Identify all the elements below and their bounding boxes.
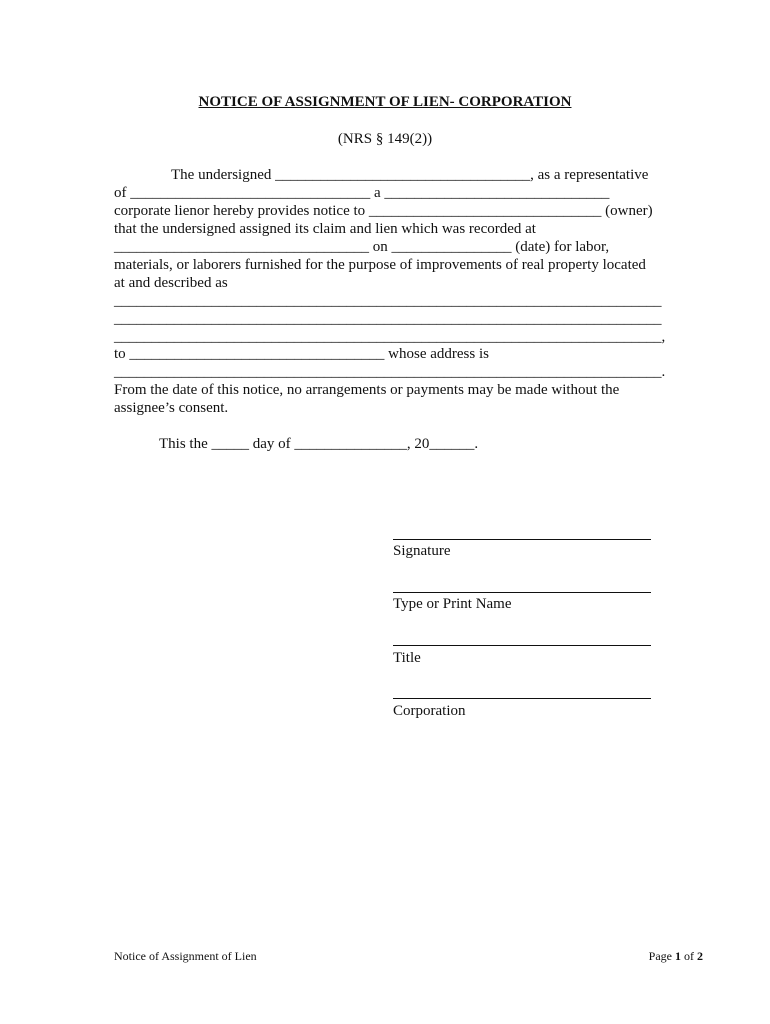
address-blank: _________________________________________________________________________. — [114, 364, 666, 380]
page-current: 1 — [675, 949, 681, 963]
body-line-7: at and described as — [114, 275, 228, 291]
description-blank-1: _________________________________________________________________________ — [114, 293, 662, 309]
date-line: This the _____ day of _______________, 20______. — [159, 436, 479, 452]
signature-line — [393, 539, 651, 540]
page-total: 2 — [697, 949, 703, 963]
statute-reference: (NRS § 149(2)) — [337, 131, 433, 147]
body-line-6: materials, or laborers furnished for the purpose of improvements of real property located — [114, 257, 646, 273]
document-title: NOTICE OF ASSIGNMENT OF LIEN- CORPORATION — [198, 94, 572, 110]
description-blank-3: _________________________________________________________________________, — [114, 329, 666, 345]
body-line-13: From the date of this notice, no arrangements or payments may be made without the — [114, 382, 620, 398]
body-line-4: that the undersigned assigned its claim and lien which was recorded at — [114, 221, 536, 237]
print-name-label: Type or Print Name — [393, 596, 512, 612]
page-prefix: Page — [648, 949, 675, 963]
footer-page-number — [649, 949, 703, 964]
signature-label: Signature — [393, 543, 451, 559]
body-line-2: of ________________________________ a ______________________________ — [114, 185, 610, 201]
print-name-line — [393, 592, 651, 593]
page-separator: of — [681, 949, 697, 963]
body-line-14: assignee’s consent. — [114, 400, 229, 416]
corporation-label: Corporation — [393, 703, 466, 719]
title-label: Title — [393, 650, 421, 666]
body-line-5: __________________________________ on ________________ (date) for labor, — [114, 239, 610, 255]
title-line — [393, 645, 651, 646]
footer-document-name: Notice of Assignment of Lien — [114, 949, 257, 963]
corporation-line — [393, 698, 651, 699]
description-blank-2: _________________________________________________________________________ — [114, 311, 662, 327]
assignee-line: to __________________________________ whose address is — [114, 346, 489, 362]
body-line-1: The undersigned __________________________________, as a representative — [171, 167, 649, 183]
body-line-3: corporate lienor hereby provides notice to _______________________________ (owner) — [114, 203, 653, 219]
